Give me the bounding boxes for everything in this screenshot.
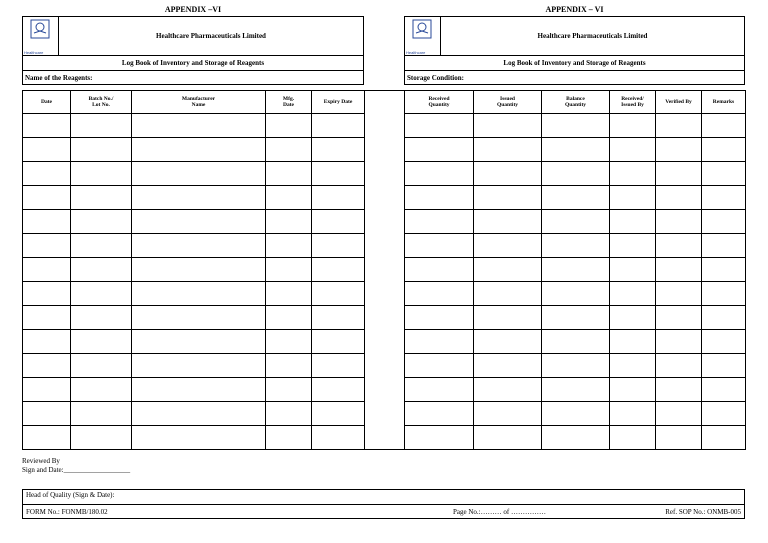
table-row — [23, 186, 365, 210]
entry-cell[interactable] — [610, 234, 656, 258]
entry-cell[interactable] — [132, 330, 266, 354]
table-row — [405, 234, 746, 258]
entry-cell[interactable] — [23, 234, 71, 258]
header-block-left — [22, 16, 364, 85]
entry-cell[interactable] — [474, 330, 542, 354]
company-name-left: Healthcare Pharmaceuticals Limited — [156, 32, 266, 40]
entry-cell[interactable] — [132, 354, 266, 378]
entry-cell[interactable] — [405, 402, 474, 426]
entry-cell[interactable] — [610, 378, 656, 402]
entry-cell[interactable] — [702, 330, 746, 354]
entry-cell[interactable] — [71, 138, 132, 162]
entry-cell[interactable] — [405, 186, 474, 210]
entry-cell[interactable] — [312, 138, 365, 162]
entry-cell[interactable] — [71, 426, 132, 450]
entry-cell[interactable] — [312, 426, 365, 450]
entry-cell[interactable] — [474, 258, 542, 282]
entry-cell[interactable] — [542, 258, 610, 282]
entry-cell[interactable] — [474, 162, 542, 186]
entry-cell[interactable] — [702, 282, 746, 306]
entry-cell[interactable] — [474, 306, 542, 330]
entry-cell[interactable] — [702, 138, 746, 162]
entry-cell[interactable] — [132, 186, 266, 210]
entry-cell[interactable] — [702, 306, 746, 330]
entry-cell[interactable] — [656, 186, 702, 210]
entry-cell[interactable] — [405, 210, 474, 234]
entry-cell[interactable] — [656, 114, 702, 138]
logo-text: Healthcare — [24, 50, 44, 55]
entry-cell[interactable] — [542, 426, 610, 450]
entry-cell[interactable] — [656, 138, 702, 162]
column-header: Batch No./ Lot No. — [71, 91, 132, 114]
storage-condition-label: Storage Condition: — [407, 74, 464, 82]
table-row — [405, 282, 746, 306]
entry-cell[interactable] — [266, 234, 312, 258]
company-logo-right — [405, 17, 441, 55]
entry-cell[interactable] — [610, 210, 656, 234]
entry-cell[interactable] — [71, 234, 132, 258]
entry-cell[interactable] — [656, 162, 702, 186]
table-row — [405, 186, 746, 210]
entry-cell[interactable] — [266, 114, 312, 138]
entry-cell[interactable] — [610, 258, 656, 282]
entry-cell[interactable] — [656, 306, 702, 330]
entry-cell[interactable] — [405, 258, 474, 282]
table-row — [405, 426, 746, 450]
log-title-left: Log Book of Inventory and Storage of Reagents — [121, 59, 265, 67]
entry-cell[interactable] — [474, 354, 542, 378]
log-table-right — [404, 90, 746, 450]
entry-cell[interactable] — [23, 282, 71, 306]
entry-cell[interactable] — [405, 282, 474, 306]
entry-cell[interactable] — [542, 306, 610, 330]
entry-cell[interactable] — [312, 234, 365, 258]
entry-cell[interactable] — [132, 162, 266, 186]
entry-cell[interactable] — [702, 114, 746, 138]
table-row — [405, 114, 746, 138]
entry-cell[interactable] — [656, 282, 702, 306]
entry-cell[interactable] — [266, 426, 312, 450]
entry-cell[interactable] — [23, 162, 71, 186]
entry-cell[interactable] — [312, 282, 365, 306]
sign-date-label: Sign and Date:___________________ — [22, 466, 131, 474]
entry-cell[interactable] — [23, 114, 71, 138]
header-block-right — [404, 16, 745, 85]
entry-cell[interactable] — [23, 426, 71, 450]
column-header: Received Quantity — [405, 91, 474, 114]
column-header: Expiry Date — [312, 91, 365, 114]
entry-cell[interactable] — [132, 378, 266, 402]
table-row — [405, 402, 746, 426]
entry-cell[interactable] — [405, 234, 474, 258]
table-row — [23, 330, 365, 354]
entry-cell[interactable] — [266, 378, 312, 402]
entry-cell[interactable] — [542, 378, 610, 402]
entry-cell[interactable] — [71, 186, 132, 210]
entry-cell[interactable] — [23, 402, 71, 426]
entry-cell[interactable] — [132, 210, 266, 234]
entry-cell[interactable] — [266, 306, 312, 330]
entry-cell[interactable] — [610, 306, 656, 330]
appendix-title-right: APPENDIX – VI — [545, 5, 604, 14]
entry-cell[interactable] — [474, 282, 542, 306]
entry-cell[interactable] — [23, 210, 71, 234]
entry-cell[interactable] — [610, 114, 656, 138]
entry-cell[interactable] — [702, 210, 746, 234]
table-row — [405, 138, 746, 162]
entry-cell[interactable] — [610, 330, 656, 354]
entry-cell[interactable] — [266, 258, 312, 282]
entry-cell[interactable] — [610, 354, 656, 378]
entry-cell[interactable] — [474, 234, 542, 258]
entry-cell[interactable] — [71, 210, 132, 234]
table-header-row — [405, 91, 746, 114]
entry-cell[interactable] — [656, 354, 702, 378]
company-logo-left — [23, 17, 59, 55]
form-number: FORM No.: FONMB/180.02 — [26, 508, 108, 516]
table-row — [23, 402, 365, 426]
entry-cell[interactable] — [542, 162, 610, 186]
entry-cell[interactable] — [71, 258, 132, 282]
entry-cell[interactable] — [474, 186, 542, 210]
entry-cell[interactable] — [71, 282, 132, 306]
entry-cell[interactable] — [542, 114, 610, 138]
entry-cell[interactable] — [702, 354, 746, 378]
column-header: Issued Quantity — [474, 91, 542, 114]
entry-cell[interactable] — [405, 426, 474, 450]
log-table-left — [22, 90, 365, 450]
column-separator — [363, 90, 404, 450]
appendix-title-left: APPENDIX –VI — [164, 5, 222, 14]
company-name-right: Healthcare Pharmaceuticals Limited — [537, 32, 648, 40]
column-header: Date — [23, 91, 71, 114]
table-row — [23, 138, 365, 162]
table-row — [405, 330, 746, 354]
table-row — [405, 378, 746, 402]
table-row — [405, 162, 746, 186]
entry-cell[interactable] — [405, 354, 474, 378]
entry-cell[interactable] — [474, 114, 542, 138]
entry-cell[interactable] — [405, 138, 474, 162]
column-header: Received/ Issued By — [610, 91, 656, 114]
entry-cell[interactable] — [266, 138, 312, 162]
table-row — [23, 258, 365, 282]
entry-cell[interactable] — [474, 138, 542, 162]
entry-cell[interactable] — [656, 402, 702, 426]
entry-cell[interactable] — [132, 402, 266, 426]
entry-cell[interactable] — [405, 378, 474, 402]
logo-icon — [412, 19, 432, 41]
table-row — [23, 114, 365, 138]
entry-cell[interactable] — [71, 378, 132, 402]
entry-cell[interactable] — [542, 402, 610, 426]
entry-cell[interactable] — [266, 282, 312, 306]
entry-cell[interactable] — [474, 210, 542, 234]
logo-icon — [30, 19, 50, 41]
entry-cell[interactable] — [610, 402, 656, 426]
entry-cell[interactable] — [405, 114, 474, 138]
page-number: Page No.:……… of …………… — [453, 508, 546, 516]
entry-cell[interactable] — [702, 258, 746, 282]
entry-cell[interactable] — [312, 186, 365, 210]
entry-cell[interactable] — [132, 306, 266, 330]
column-header: Manufacturer Name — [132, 91, 266, 114]
entry-cell[interactable] — [132, 258, 266, 282]
logo-text: Healthcare — [406, 50, 426, 55]
entry-cell[interactable] — [610, 282, 656, 306]
column-header: Remarks — [702, 91, 746, 114]
entry-cell[interactable] — [23, 186, 71, 210]
entry-cell[interactable] — [702, 426, 746, 450]
entry-cell[interactable] — [71, 402, 132, 426]
entry-cell[interactable] — [610, 162, 656, 186]
entry-cell[interactable] — [312, 354, 365, 378]
entry-cell[interactable] — [71, 330, 132, 354]
entry-cell[interactable] — [542, 330, 610, 354]
entry-cell[interactable] — [656, 330, 702, 354]
reagent-name-label: Name of the Reagents: — [25, 74, 93, 82]
entry-cell[interactable] — [656, 378, 702, 402]
entry-cell[interactable] — [71, 114, 132, 138]
entry-cell[interactable] — [405, 330, 474, 354]
column-header: Mfg. Date — [266, 91, 312, 114]
entry-cell[interactable] — [656, 258, 702, 282]
entry-cell[interactable] — [312, 306, 365, 330]
entry-cell[interactable] — [312, 210, 365, 234]
entry-cell[interactable] — [542, 138, 610, 162]
table-row — [23, 234, 365, 258]
entry-cell[interactable] — [474, 378, 542, 402]
entry-cell[interactable] — [542, 186, 610, 210]
entry-cell[interactable] — [312, 378, 365, 402]
table-row — [23, 210, 365, 234]
table-row — [23, 354, 365, 378]
entry-cell[interactable] — [312, 258, 365, 282]
entry-cell[interactable] — [23, 330, 71, 354]
footer-box — [22, 489, 745, 519]
entry-cell[interactable] — [542, 282, 610, 306]
entry-cell[interactable] — [132, 426, 266, 450]
table-row — [23, 426, 365, 450]
entry-cell[interactable] — [405, 162, 474, 186]
entry-cell[interactable] — [405, 306, 474, 330]
entry-cell[interactable] — [266, 210, 312, 234]
entry-cell[interactable] — [71, 162, 132, 186]
entry-cell[interactable] — [266, 186, 312, 210]
entry-cell[interactable] — [266, 330, 312, 354]
entry-cell[interactable] — [132, 114, 266, 138]
entry-cell[interactable] — [312, 330, 365, 354]
entry-cell[interactable] — [542, 234, 610, 258]
entry-cell[interactable] — [71, 306, 132, 330]
entry-cell[interactable] — [542, 354, 610, 378]
table-header-row — [23, 91, 365, 114]
entry-cell[interactable] — [132, 234, 266, 258]
entry-cell[interactable] — [702, 234, 746, 258]
entry-cell[interactable] — [23, 378, 71, 402]
entry-cell[interactable] — [702, 378, 746, 402]
head-of-quality-label: Head of Quality (Sign & Date): — [26, 491, 115, 499]
table-row — [405, 354, 746, 378]
entry-cell[interactable] — [23, 354, 71, 378]
table-row — [23, 378, 365, 402]
entry-cell[interactable] — [266, 162, 312, 186]
entry-cell[interactable] — [132, 138, 266, 162]
entry-cell[interactable] — [23, 258, 71, 282]
reviewed-by-label: Reviewed By — [22, 457, 60, 465]
table-row — [23, 162, 365, 186]
entry-cell[interactable] — [656, 426, 702, 450]
entry-cell[interactable] — [702, 402, 746, 426]
entry-cell[interactable] — [702, 162, 746, 186]
entry-cell[interactable] — [610, 138, 656, 162]
entry-cell[interactable] — [474, 402, 542, 426]
entry-cell[interactable] — [656, 210, 702, 234]
column-header: Balance Quantity — [542, 91, 610, 114]
entry-cell[interactable] — [312, 402, 365, 426]
table-row — [23, 306, 365, 330]
entry-cell[interactable] — [23, 138, 71, 162]
entry-cell[interactable] — [266, 402, 312, 426]
entry-cell[interactable] — [266, 354, 312, 378]
entry-cell[interactable] — [71, 354, 132, 378]
entry-cell[interactable] — [312, 162, 365, 186]
entry-cell[interactable] — [702, 186, 746, 210]
log-title-right: Log Book of Inventory and Storage of Reagents — [503, 59, 646, 67]
entry-cell[interactable] — [542, 210, 610, 234]
entry-cell[interactable] — [610, 426, 656, 450]
table-row — [405, 258, 746, 282]
entry-cell[interactable] — [132, 282, 266, 306]
column-header: Verified By — [656, 91, 702, 114]
entry-cell[interactable] — [610, 186, 656, 210]
table-row — [405, 210, 746, 234]
entry-cell[interactable] — [312, 114, 365, 138]
entry-cell[interactable] — [474, 426, 542, 450]
table-row — [405, 306, 746, 330]
sop-reference: Ref. SOP No.: ONMB-005 — [665, 508, 741, 516]
entry-cell[interactable] — [656, 234, 702, 258]
table-row — [23, 282, 365, 306]
entry-cell[interactable] — [23, 306, 71, 330]
